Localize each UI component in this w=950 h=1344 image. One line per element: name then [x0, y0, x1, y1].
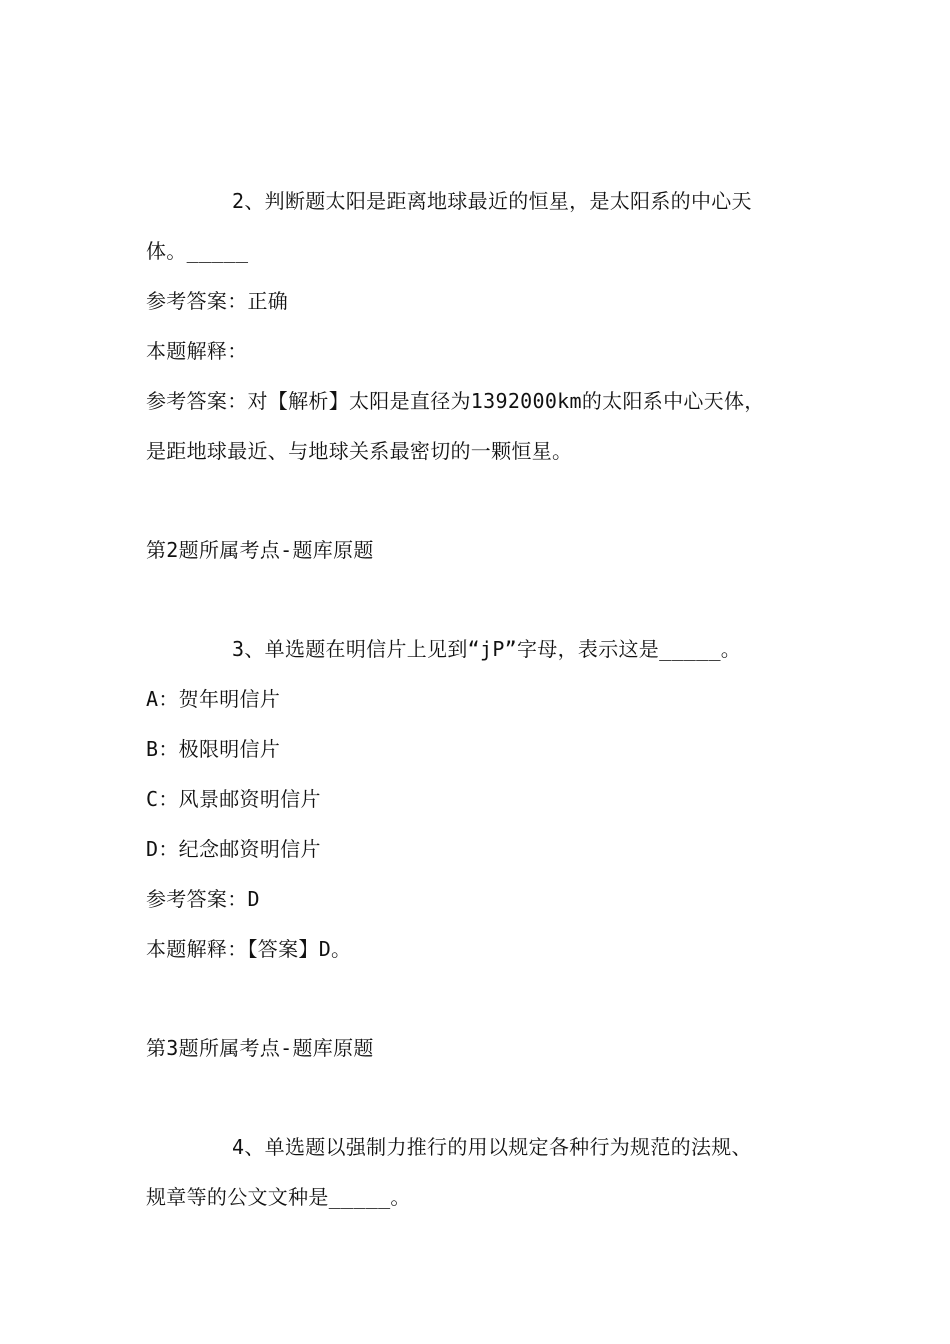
q3-stem: 3、单选题在明信片上见到“jP”字母，表示这是_____。: [232, 637, 742, 661]
q2-explain-line1: 参考答案：对【解析】太阳是直径为1392000km的太阳系中心天体，: [146, 389, 765, 413]
q2-topic: 第2题所属考点-题库原题: [146, 538, 374, 562]
q3-topic: 第3题所属考点-题库原题: [146, 1036, 374, 1060]
q3-answer: 参考答案：D: [146, 887, 260, 911]
q2-stem-line1: 2、判断题太阳是距离地球最近的恒星，是太阳系的中心天: [232, 189, 752, 213]
q3-explain: 本题解释：【答案】D。: [146, 937, 352, 961]
q2-explain-label: 本题解释：: [146, 339, 248, 363]
q3-option-a: A：贺年明信片: [146, 687, 281, 711]
q4-stem-line1: 4、单选题以强制力推行的用以规定各种行为规范的法规、: [232, 1135, 752, 1159]
q4-stem-line2: 规章等的公文文种是_____。: [146, 1185, 411, 1209]
q3-option-c: C：风景邮资明信片: [146, 787, 321, 811]
q3-option-d: D：纪念邮资明信片: [146, 837, 321, 861]
q3-option-b: B：极限明信片: [146, 737, 281, 761]
q2-explain-line2: 是距地球最近、与地球关系最密切的一颗恒星。: [146, 439, 573, 463]
q2-stem-line2: 体。_____: [146, 239, 249, 263]
q2-answer: 参考答案：正确: [146, 289, 289, 313]
